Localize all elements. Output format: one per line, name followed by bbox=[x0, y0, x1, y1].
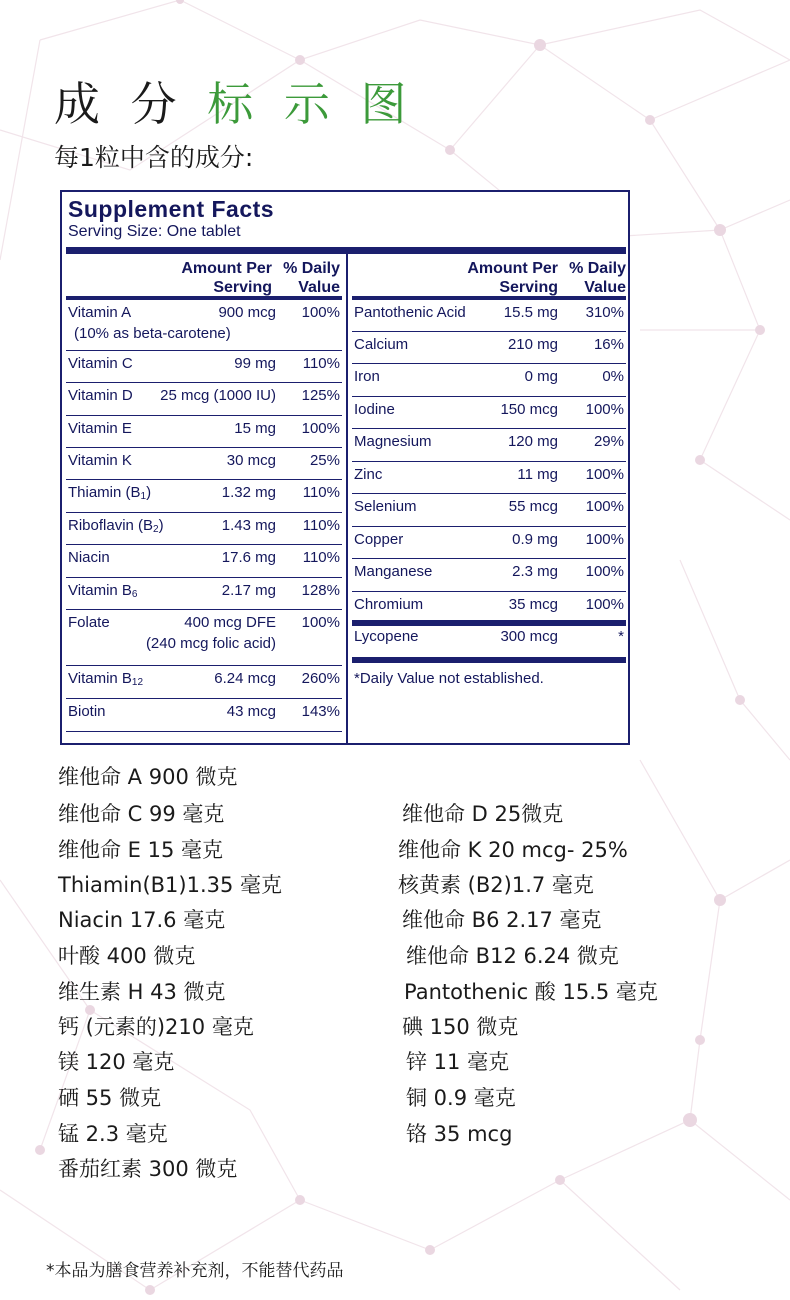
nutrient-amount: 300 mcg bbox=[500, 628, 558, 645]
nutrient-amount: 11 mg bbox=[517, 466, 558, 483]
facts-row bbox=[66, 666, 342, 699]
nutrient-amount: 99 mg bbox=[234, 355, 276, 372]
facts-row bbox=[352, 559, 626, 592]
nutrient-name: Vitamin D bbox=[68, 387, 133, 404]
heading-rule bbox=[66, 247, 626, 254]
facts-row bbox=[66, 545, 342, 578]
nutrient-amount: 6.24 mcg bbox=[214, 670, 276, 687]
title-part-black: 成 分 bbox=[54, 77, 185, 131]
nutrient-daily-value: 29% bbox=[593, 433, 624, 450]
nutrient-amount: 1.32 mg bbox=[221, 484, 276, 501]
nutrient-name: Calcium bbox=[354, 336, 409, 353]
nutrient-daily-value: 100% bbox=[585, 596, 624, 613]
nutrient-amount: 43 mcg bbox=[226, 703, 276, 720]
facts-row bbox=[352, 397, 626, 429]
nutrient-name: Manganese bbox=[354, 563, 433, 580]
chinese-ingredient-right: 核黄素 (B2)1.7 毫克 bbox=[398, 873, 594, 897]
nutrient-name: Biotin bbox=[68, 703, 106, 720]
chinese-ingredient-left: 维他命 C 99 毫克 bbox=[58, 802, 225, 826]
nutrient-daily-value: 143% bbox=[301, 703, 340, 720]
chinese-ingredient-left: 番茄红素 300 微克 bbox=[58, 1157, 238, 1181]
nutrient-daily-value: 0% bbox=[602, 368, 624, 385]
nutrient-daily-value: 100% bbox=[585, 563, 624, 580]
chinese-ingredient-right: 锌 11 毫克 bbox=[406, 1050, 510, 1074]
nutrient-amount: 2.17 mg bbox=[221, 582, 276, 599]
facts-row bbox=[66, 480, 342, 513]
nutrient-name: Pantothenic Acid bbox=[354, 304, 466, 321]
nutrient-amount: 55 mcg bbox=[508, 498, 558, 515]
disclaimer: *本品为膳食营养补充剂，不能替代药品 bbox=[46, 1261, 344, 1281]
nutrient-daily-value: 100% bbox=[585, 531, 624, 548]
chinese-ingredient-right: Pantothenic 酸 15.5 毫克 bbox=[404, 980, 658, 1004]
nutrient-daily-value: 16% bbox=[593, 336, 624, 353]
nutrient-amount: 900 mcg bbox=[218, 304, 276, 321]
header-amount-left: Amount Per Serving bbox=[181, 260, 272, 296]
nutrient-amount: 15 mg bbox=[234, 420, 276, 437]
nutrient-name: Vitamin C bbox=[68, 355, 133, 372]
chinese-ingredient-right: 维他命 B6 2.17 毫克 bbox=[402, 908, 602, 932]
chinese-ingredient-left: 维他命 A 900 微克 bbox=[58, 765, 238, 789]
header-amount-right: Amount Per Serving bbox=[467, 260, 558, 296]
chinese-ingredient-left: 钙 (元素的)210 毫克 bbox=[58, 1015, 254, 1039]
chinese-ingredient-left: 叶酸 400 微克 bbox=[58, 944, 196, 968]
nutrient-name: Folate bbox=[68, 614, 110, 631]
chinese-ingredient-right: 维他命 D 25微克 bbox=[402, 802, 564, 826]
nutrient-amount: 0 mg bbox=[524, 368, 558, 385]
facts-row bbox=[66, 578, 342, 610]
lycopene-rule-bottom bbox=[352, 657, 626, 663]
nutrient-name: Riboflavin $(B_2)$ bbox=[68, 517, 164, 535]
serving-size: Serving Size: One tablet bbox=[68, 223, 241, 240]
chinese-ingredient-left: 硒 55 微克 bbox=[58, 1086, 162, 1110]
nutrient-amount: 150 mcg bbox=[500, 401, 558, 418]
nutrient-name: Vitamin A bbox=[68, 304, 132, 321]
facts-row bbox=[66, 351, 342, 383]
nutrient-amount: 35 mcg bbox=[508, 596, 558, 613]
nutrient-name: Iodine bbox=[354, 401, 395, 418]
header-dv-right: % Daily Value bbox=[569, 260, 626, 296]
nutrient-note: (240 mcg folic acid) bbox=[145, 635, 276, 652]
facts-heading: Supplement Facts bbox=[68, 196, 275, 222]
chinese-ingredient-left: Niacin 17.6 毫克 bbox=[58, 908, 226, 932]
header-dv-left: % Daily Value bbox=[283, 260, 340, 296]
nutrient-name: Iron bbox=[354, 368, 380, 385]
title-part-green: 标 示 图 bbox=[207, 77, 415, 131]
facts-row bbox=[352, 462, 626, 494]
nutrient-amount: 0.9 mg bbox=[512, 531, 558, 548]
nutrient-amount: 400 mcg DFE bbox=[184, 614, 276, 631]
chinese-ingredient-right: 铜 0.9 毫克 bbox=[406, 1086, 516, 1110]
facts-row bbox=[66, 300, 342, 351]
nutrient-daily-value: 100% bbox=[301, 304, 340, 321]
facts-row bbox=[66, 610, 342, 666]
facts-footnote: *Daily Value not established. bbox=[354, 670, 544, 687]
nutrient-daily-value: 100% bbox=[301, 420, 340, 437]
nutrient-name: Vitamin $B_{12}$ bbox=[68, 670, 144, 688]
nutrient-name: Magnesium bbox=[354, 433, 432, 450]
nutrient-name: Vitamin K bbox=[68, 452, 132, 469]
facts-row bbox=[352, 364, 626, 397]
facts-row bbox=[66, 383, 342, 416]
chinese-ingredient-right: 碘 150 微克 bbox=[402, 1015, 519, 1039]
nutrient-name: Niacin bbox=[68, 549, 110, 566]
nutrient-daily-value: 110% bbox=[302, 484, 340, 501]
nutrient-amount: 25 mcg (1000 IU) bbox=[160, 387, 276, 404]
chinese-ingredient-left: 镁 120 毫克 bbox=[58, 1050, 175, 1074]
facts-row bbox=[66, 448, 342, 480]
page-title bbox=[54, 74, 415, 134]
chinese-ingredient-left: 维他命 E 15 毫克 bbox=[58, 838, 224, 862]
nutrient-daily-value: * bbox=[618, 628, 624, 645]
nutrient-note: (10% as beta-carotene) bbox=[74, 325, 231, 342]
nutrient-daily-value: 110% bbox=[302, 517, 340, 534]
nutrient-name: Vitamin E bbox=[68, 420, 132, 437]
chinese-ingredient-left: Thiamin(B1)1.35 毫克 bbox=[58, 873, 283, 897]
nutrient-subscript: 1 bbox=[140, 491, 147, 502]
chinese-ingredient-left: 锰 2.3 毫克 bbox=[58, 1122, 168, 1146]
page-subtitle: 每1粒中含的成分: bbox=[54, 143, 254, 172]
nutrient-amount: 30 mcg bbox=[226, 452, 276, 469]
nutrient-daily-value: 100% bbox=[585, 498, 624, 515]
nutrient-daily-value: 110% bbox=[302, 549, 340, 566]
nutrient-name: Vitamin $B_6$ bbox=[68, 582, 138, 600]
nutrient-name: Thiamin $(B_1)$ bbox=[68, 484, 152, 502]
nutrient-name: Selenium bbox=[354, 498, 417, 515]
nutrient-daily-value: 100% bbox=[301, 614, 340, 631]
facts-row bbox=[352, 332, 626, 364]
chinese-ingredient-left: 维生素 H 43 微克 bbox=[58, 980, 226, 1004]
nutrient-name: Copper bbox=[354, 531, 404, 548]
nutrient-amount: 1.43 mg bbox=[221, 517, 276, 534]
nutrient-daily-value: 260% bbox=[301, 670, 340, 687]
lycopene-rule-top bbox=[352, 620, 626, 626]
nutrient-daily-value: 100% bbox=[585, 401, 624, 418]
nutrient-daily-value: 128% bbox=[301, 582, 340, 599]
nutrient-name: Zinc bbox=[354, 466, 383, 483]
facts-row bbox=[352, 300, 626, 332]
nutrient-daily-value: 100% bbox=[585, 466, 624, 483]
facts-row bbox=[66, 513, 342, 545]
facts-row bbox=[352, 429, 626, 462]
nutrient-amount: 2.3 mg bbox=[512, 563, 558, 580]
nutrient-name: Lycopene bbox=[354, 628, 419, 645]
nutrient-daily-value: 310% bbox=[585, 304, 624, 321]
supplement-facts-panel bbox=[60, 190, 630, 745]
chinese-ingredient-right: 维他命 B12 6.24 微克 bbox=[406, 944, 619, 968]
nutrient-name: Chromium bbox=[354, 596, 424, 613]
nutrient-amount: 17.6 mg bbox=[221, 549, 276, 566]
facts-row bbox=[66, 699, 342, 732]
nutrient-subscript: 2 bbox=[153, 524, 159, 535]
facts-row bbox=[66, 416, 342, 448]
nutrient-amount: 210 mg bbox=[507, 336, 558, 353]
nutrient-daily-value: 25% bbox=[309, 452, 340, 469]
nutrient-amount: 15.5 mg bbox=[503, 304, 558, 321]
nutrient-subscript: 12 bbox=[131, 677, 144, 688]
facts-row bbox=[352, 527, 626, 559]
nutrient-daily-value: 110% bbox=[302, 355, 340, 372]
chinese-ingredient-right: 铬 35 mcg bbox=[406, 1122, 513, 1146]
facts-row bbox=[352, 494, 626, 527]
column-divider bbox=[346, 254, 348, 745]
chinese-ingredient-right: 维他命 K 20 mcg- 25% bbox=[398, 838, 628, 862]
nutrient-amount: 120 mg bbox=[507, 433, 558, 450]
nutrient-daily-value: 125% bbox=[301, 387, 340, 404]
nutrient-subscript: 6 bbox=[131, 589, 138, 600]
